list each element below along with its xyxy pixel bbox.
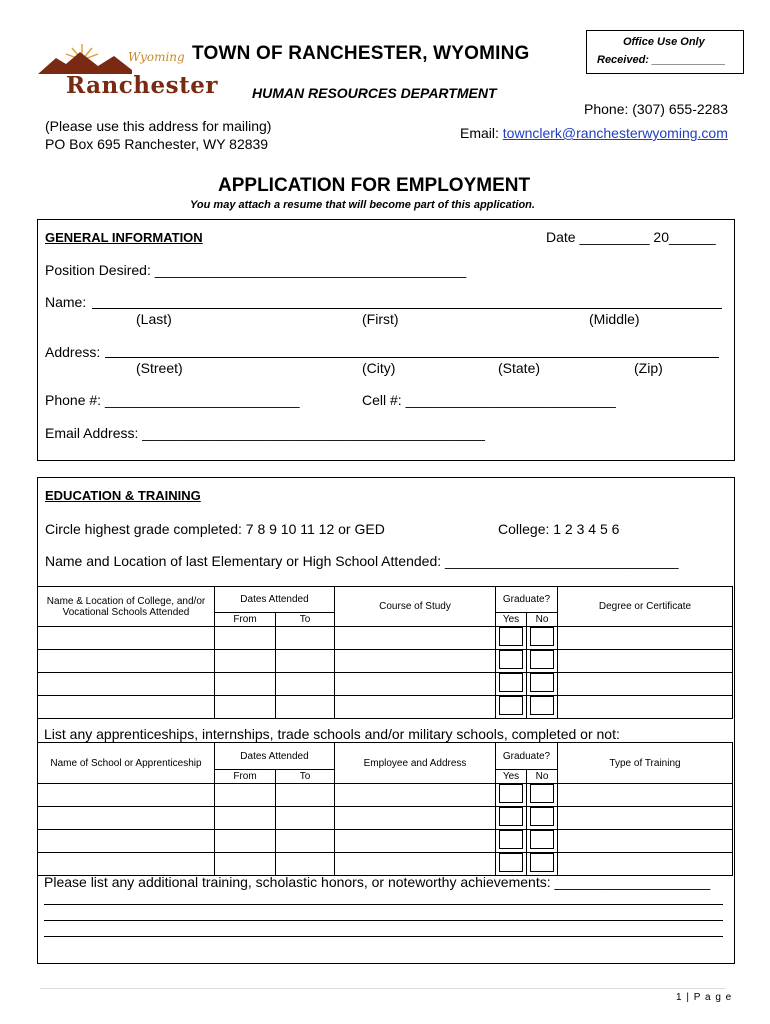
date-field[interactable]: Date _________ 20______ — [546, 229, 716, 245]
contact-email — [460, 125, 728, 141]
employee-address-header: Employee and Address — [335, 743, 496, 784]
phone-field[interactable]: Phone #: _________________________ — [45, 392, 300, 408]
email-label: Email: — [460, 125, 503, 141]
table-row — [38, 853, 733, 876]
last-school-field[interactable]: Name and Location of last Elementary or High School Attended: ______________________________ — [45, 553, 679, 569]
college-table — [37, 586, 733, 719]
education-training-section — [37, 477, 735, 964]
general-section-title: GENERAL INFORMATION — [45, 230, 203, 245]
logo-ranchester-text: Ranchester — [66, 72, 218, 99]
graduate-header: Graduate? — [496, 587, 558, 613]
zip-label: (Zip) — [634, 360, 663, 376]
yes-checkbox[interactable] — [499, 784, 523, 803]
name-label: Name: — [45, 294, 87, 310]
table-row — [38, 830, 733, 853]
yes-checkbox[interactable] — [499, 830, 523, 849]
name-input-line[interactable] — [92, 308, 722, 309]
dates-attended-header: Dates Attended — [215, 743, 335, 770]
dates-attended-header: Dates Attended — [215, 587, 335, 613]
no-checkbox[interactable] — [530, 673, 554, 692]
school-col-header: Name of School or Apprenticeship — [38, 743, 215, 784]
no-checkbox[interactable] — [530, 696, 554, 715]
logo-wyoming-text: Wyoming — [128, 50, 185, 64]
no-checkbox[interactable] — [530, 784, 554, 803]
last-label: (Last) — [136, 311, 172, 327]
street-label: (Street) — [136, 360, 183, 376]
no-header: No — [527, 613, 558, 627]
yes-checkbox[interactable] — [499, 807, 523, 826]
yes-checkbox[interactable] — [499, 650, 523, 669]
application-subtitle: You may attach a resume that will become part of this application. — [190, 199, 535, 211]
yes-checkbox[interactable] — [499, 673, 523, 692]
table-row — [38, 696, 733, 719]
degree-header: Degree or Certificate — [558, 587, 733, 627]
yes-header: Yes — [496, 770, 527, 784]
footer-divider — [40, 988, 726, 989]
additional-line-2[interactable] — [44, 920, 723, 921]
apprenticeship-prompt: List any apprenticeships, internships, trade schools and/or military schools, completed or not: — [44, 726, 620, 742]
no-checkbox[interactable] — [530, 830, 554, 849]
department-title: HUMAN RESOURCES DEPARTMENT — [252, 85, 497, 101]
additional-training-prompt: Please list any additional training, scholastic honors, or noteworthy achievements: ____________________ — [44, 874, 711, 890]
no-checkbox[interactable] — [530, 807, 554, 826]
no-checkbox[interactable] — [530, 650, 554, 669]
yes-checkbox[interactable] — [499, 627, 523, 646]
to-header: To — [276, 770, 335, 784]
yes-checkbox[interactable] — [499, 853, 523, 872]
additional-line-3[interactable] — [44, 936, 723, 937]
graduate-header: Graduate? — [496, 743, 558, 770]
city-label: (City) — [362, 360, 396, 376]
email-link[interactable]: townclerk@ranchesterwyoming.com — [502, 125, 728, 141]
received-label: Received: ____________ — [597, 54, 726, 66]
table-row — [38, 807, 733, 830]
type-of-training-header: Type of Training — [558, 743, 733, 784]
cell-field[interactable]: Cell #: ___________________________ — [362, 392, 616, 408]
first-label: (First) — [362, 311, 399, 327]
from-header: From — [215, 770, 276, 784]
table-row — [38, 650, 733, 673]
yes-header: Yes — [496, 613, 527, 627]
town-logo — [36, 38, 218, 106]
position-desired-field[interactable]: Position Desired: ________________________________________ — [45, 262, 467, 278]
table-row — [38, 784, 733, 807]
office-use-label: Office Use Only — [623, 36, 705, 48]
additional-line-1[interactable] — [44, 904, 723, 905]
no-checkbox[interactable] — [530, 853, 554, 872]
no-checkbox[interactable] — [530, 627, 554, 646]
address-label: Address: — [45, 344, 101, 360]
yes-checkbox[interactable] — [499, 696, 523, 715]
table-row — [38, 627, 733, 650]
email-address-field[interactable]: Email Address: ____________________________________________ — [45, 425, 485, 441]
general-information-section — [37, 219, 735, 461]
office-use-box — [586, 30, 744, 74]
middle-label: (Middle) — [589, 311, 640, 327]
table-row — [38, 673, 733, 696]
town-title: TOWN OF RANCHESTER, WYOMING — [192, 43, 530, 64]
to-header: To — [276, 613, 335, 627]
mailing-address: PO Box 695 Ranchester, WY 82839 — [45, 136, 269, 152]
address-input-line[interactable] — [105, 357, 719, 358]
from-header: From — [215, 613, 276, 627]
application-title: APPLICATION FOR EMPLOYMENT — [218, 175, 531, 196]
education-section-title: EDUCATION & TRAINING — [45, 488, 201, 503]
course-of-study-header: Course of Study — [335, 587, 496, 627]
mailing-note: (Please use this address for mailing) — [45, 118, 272, 134]
state-label: (State) — [498, 360, 541, 376]
contact-phone: Phone: (307) 655-2283 — [584, 101, 728, 117]
college-col-header: Name & Location of College, and/or Vocational Schools Attended — [38, 587, 215, 627]
no-header: No — [527, 770, 558, 784]
page-number: 1 | P a g e — [676, 992, 733, 1003]
apprenticeship-table — [37, 742, 733, 876]
highest-grade-field[interactable]: Circle highest grade completed: 7 8 9 10 11 12 or GED — [45, 521, 385, 537]
college-years-field[interactable]: College: 1 2 3 4 5 6 — [498, 521, 620, 537]
